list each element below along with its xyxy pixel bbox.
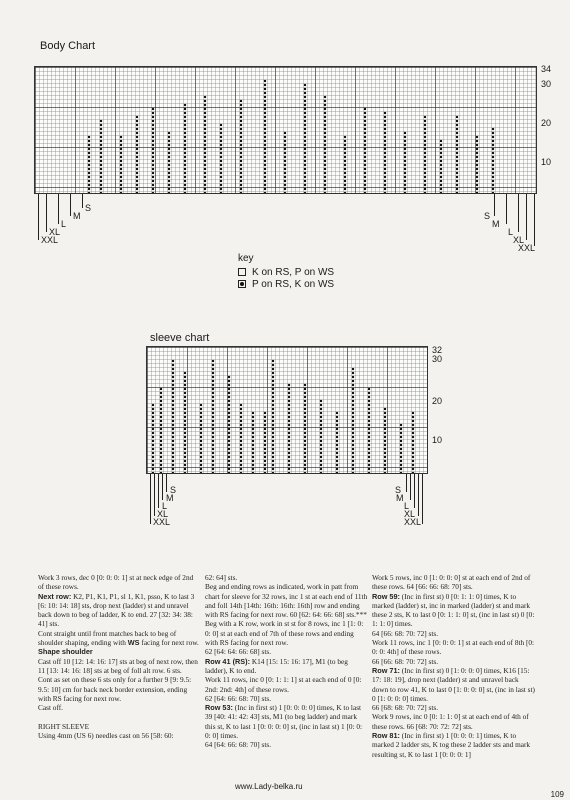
sleeve-size-line-l-left: [158, 474, 159, 508]
body-size-line-s-left: [82, 194, 83, 208]
col1-para-3b: facing for next row.: [139, 638, 199, 648]
sleeve-size-line-s-right: [406, 474, 407, 492]
body-size-line-l-right: [518, 194, 519, 232]
col3-row59-text: (Inc in first st) 0 [0: 1: 1: 0] times, K to marked (ladder) st, inc in marked (ladder) st and mark these 2 sts, K to last 0 [0: 1: 1: 0] st, (inc in last st) 0 [0: 1: 1: 0] times.: [372, 591, 535, 629]
col1-para-6: Cast off.: [38, 703, 63, 713]
col2-para-5: Work 11 rows, inc 0 [0: 1: 1: 1] st at each end of 0 [0: 2nd: 2nd: 4th] of these rows.: [205, 675, 362, 694]
body-ladder-3: [119, 135, 123, 193]
body-ladder-10: [239, 99, 243, 193]
col2-para-3: Beg with a K row, work in st st for 8 rows, inc 1 [1: 0: 0: 0] st at each end of 7th of these rows and ending with RS facing for next row.: [205, 619, 364, 648]
sleeve-size-xxl-right: XXL: [404, 517, 422, 527]
sleeve-ladder-6: [211, 359, 215, 473]
col1-ws: WS: [127, 638, 140, 648]
col2-row41-text: K14 [15: 15: 16: 17], M1 (to beg ladder), K to end.: [205, 656, 348, 675]
body-row-label-30: 30: [541, 79, 552, 89]
col3-para-1: Work 5 rows, inc 0 [1: 0: 0: 0] st at each end of 2nd of these rows. 64 [66: 66: 68: 70] sts.: [372, 573, 531, 592]
sleeve-size-l-right: L: [404, 501, 410, 511]
body-size-m-right: M: [492, 219, 500, 229]
body-ladder-7: [183, 103, 187, 193]
body-size-s-right: S: [484, 211, 491, 221]
sleeve-size-line-xxl-right: [422, 474, 423, 524]
body-size-m-left: M: [73, 211, 81, 221]
col3-row81: [372, 731, 535, 759]
key-item-knit: [238, 267, 334, 278]
col3-row59: [372, 592, 535, 629]
col3-para-2: 64 [66: 68: 70: 72] sts.: [372, 628, 439, 638]
col1-para-2: [38, 592, 201, 629]
body-ladder-15: [343, 135, 347, 193]
sleeve-size-m-left: M: [166, 493, 174, 503]
sleeve-ladder-7: [227, 375, 231, 473]
empty-square-icon: [238, 268, 246, 276]
body-ladder-20: [439, 139, 443, 193]
col3-para-6: Work 9 rows, inc 0 [0: 1: 1: 0] st at each end of 4th of these rows. 66 [68: 70: 72: 72] sts.: [372, 712, 529, 731]
body-ladder-6: [167, 131, 171, 193]
body-size-xl-left: XL: [49, 227, 61, 237]
sleeve-ladder-13: [303, 383, 307, 473]
key-item-purl-label: P on RS, K on WS: [252, 279, 335, 290]
sleeve-size-xl-right: XL: [404, 509, 416, 519]
sleeve-size-xxl-left: XXL: [153, 517, 171, 527]
col1-heading-shoulder: [38, 647, 201, 656]
sleeve-chart-grid: [146, 346, 428, 474]
sleeve-size-line-m-right: [410, 474, 411, 500]
col1-para-4: Cast off 10 [12: 14: 16: 17] sts at beg of next row, then 11 [13: 14: 16: 18] sts at beg of foll alt row. 6 sts.: [38, 656, 198, 675]
body-ladder-5: [151, 107, 155, 193]
col1-para-7: Using 4mm (US 6) needles cast on 56 [58: 60:: [38, 731, 174, 741]
col1-next-row-label: Next row:: [38, 591, 72, 601]
col3-row81-text: (Inc in first st) 1 [0: 0: 0: 1] times, K to marked 2 ladder sts, K tog these 2 ladder sts and mark resulting st, K to last 1 [0: 0: 0: 1]: [372, 731, 531, 759]
sleeve-size-m-right: M: [396, 493, 404, 503]
body-ladder-16: [363, 107, 367, 193]
sleeve-row-label-32: 32: [432, 345, 443, 355]
body-ladder-19: [423, 115, 427, 193]
footer-site-link[interactable]: www.Lady-belka.ru: [235, 782, 303, 791]
body-ladder-4: [135, 115, 139, 193]
col2-para-1: 62: 64] sts.: [205, 573, 238, 582]
col3-para-5: 66 [68: 68: 70: 72] sts.: [372, 703, 439, 713]
sleeve-ladder-2: [159, 387, 163, 473]
col1-para-3a: Cont straight until front matches back to beg of shoulder shaping, ending with: [38, 628, 177, 648]
body-size-l-left: L: [61, 219, 67, 229]
col2-para-6: 62 [64: 66: 68: 70] sts.: [205, 693, 272, 703]
body-ladder-2: [99, 119, 103, 193]
key-title: key: [238, 253, 254, 264]
body-size-line-xxl-left: [38, 194, 39, 240]
body-chart-grid: [34, 66, 537, 194]
body-size-xxl-right: XXL: [518, 243, 536, 253]
sleeve-size-line-l-right: [414, 474, 415, 508]
sleeve-ladder-17: [367, 387, 371, 473]
col1-heading-shoulder-text: Shape shoulder: [38, 647, 93, 657]
col3-row59-label: Row 59:: [372, 591, 400, 601]
body-size-line-xxl-right: [534, 194, 535, 246]
sleeve-ladder-5: [199, 403, 203, 473]
sleeve-row-label-10: 10: [432, 435, 443, 445]
sleeve-size-xl-left: XL: [157, 509, 169, 519]
sleeve-ladder-3: [171, 359, 175, 473]
sleeve-ladder-19: [399, 423, 403, 473]
col2-para-2: Beg and ending rows as indicated, work in patt from chart for sleeve for 32 rows, inc 1 st at each end of 11th and foll 14th [14th: 16th: 16th: 16th] row and ending with RS facing for next row. 60 [62: 64: 66: 68] sts.***: [205, 582, 368, 620]
body-row-label-10: 10: [541, 157, 552, 167]
body-size-line-xl-left: [46, 194, 47, 232]
sleeve-row-label-30: 30: [432, 354, 443, 364]
col3-row81-label: Row 81:: [372, 731, 400, 741]
sleeve-ladder-18: [383, 407, 387, 473]
sleeve-size-s-right: S: [395, 485, 402, 495]
col2-row53-label: Row 53:: [205, 703, 233, 713]
col2-row41: [205, 657, 368, 676]
col2-row41-label: Row 41 (RS):: [205, 656, 250, 666]
sleeve-chart-title: sleeve chart: [150, 332, 210, 344]
sleeve-row-label-20: 20: [432, 396, 443, 406]
col3-row71: [372, 666, 535, 703]
sleeve-ladder-14: [319, 399, 323, 473]
body-ladder-14: [323, 95, 327, 193]
sleeve-size-line-m-left: [162, 474, 163, 500]
sleeve-ladder-15: [335, 411, 339, 473]
col3-para-3: Work 11 rows, inc 1 [0: 0: 0: 1] st at each end of 8th [0: 0: 0: 4th] of these rows.: [372, 638, 535, 657]
sleeve-ladder-1: [151, 403, 155, 473]
body-size-line-xl-right: [526, 194, 527, 240]
col1-next-row-text: K2, P1, K1, P1, sl 1, K1, psso, K to last 3 [6: 10: 14: 18] sts, drop next (ladder) st and unravel back down to beg of ladder, K to end. 27 [32: 34: 38: 41] sts.: [38, 591, 195, 629]
sleeve-ladder-9: [251, 411, 255, 473]
page-number: 109: [550, 790, 564, 799]
body-size-line-l-left: [58, 194, 59, 224]
col2-row53: [205, 703, 368, 740]
body-size-s-left: S: [85, 203, 92, 213]
sleeve-size-line-xl-right: [418, 474, 419, 516]
sleeve-ladder-8: [239, 403, 243, 473]
body-ladder-9: [219, 123, 223, 193]
col2-row53-text: (Inc in first st) 1 [0: 0: 0: 0] times, K to last 39 [40: 41: 42: 43] sts, M1 (to beg ladder) and mark this st, K to last 1 [0: 0: 0: 0] st, (inc in last st) 1 [0: 0: 0: 0] times.: [205, 703, 363, 741]
col3-para-4: 66 [66: 68: 70: 72] sts.: [372, 656, 439, 666]
col1-spacer: [38, 712, 201, 721]
text-column-2: [205, 573, 368, 750]
text-column-1: [38, 573, 201, 740]
col1-heading-sleeve: RIGHT SLEEVE: [38, 721, 90, 731]
text-column-3: [372, 573, 535, 759]
body-ladder-18: [403, 131, 407, 193]
col1-para-1: Work 3 rows, dec 0 [0: 0: 0: 1] st at neck edge of 2nd of these rows.: [38, 573, 194, 592]
body-ladder-13: [303, 83, 307, 193]
col3-row71-label: Row 71:: [372, 665, 400, 675]
dotted-square-icon: [238, 280, 246, 288]
body-size-xxl-left: XXL: [41, 235, 59, 245]
body-ladder-1: [87, 135, 91, 193]
sleeve-ladder-11: [271, 359, 275, 473]
sleeve-size-line-s-left: [166, 474, 167, 492]
sleeve-ladder-16: [351, 367, 355, 473]
sleeve-size-line-xxl-left: [150, 474, 151, 524]
col3-row71-text: (Inc in first st) 0 [1: 0: 0: 0] times, K16 [15: 17: 18: 19], drop next (ladder) st and unravel back down to row 41, K to last 0 [1: 0: 0: 0] st, (inc in last st) 0 [1: 0: 0: 0] times.: [372, 665, 535, 703]
sleeve-ladder-10: [263, 411, 267, 473]
body-row-label-34: 34: [541, 64, 552, 74]
col1-para-3: [38, 629, 201, 648]
sleeve-ladder-4: [183, 371, 187, 473]
sleeve-ladder-20: [411, 411, 415, 473]
col2-para-7: 64 [64: 66: 68: 70] sts.: [205, 740, 272, 750]
key-item-knit-label: K on RS, P on WS: [252, 267, 335, 278]
body-row-label-20: 20: [541, 118, 552, 128]
body-size-line-m-left: [70, 194, 71, 216]
body-size-l-right: L: [508, 227, 514, 237]
sleeve-size-line-xl-left: [154, 474, 155, 516]
body-ladder-23: [491, 127, 495, 193]
key-item-purl: [238, 279, 334, 290]
body-ladder-8: [203, 95, 207, 193]
body-ladder-21: [455, 115, 459, 193]
col2-para-4: 62 [64: 64: 66: 68] sts.: [205, 647, 272, 657]
body-size-line-s-right: [494, 194, 495, 216]
body-ladder-22: [475, 135, 479, 193]
sleeve-ladder-12: [287, 383, 291, 473]
body-chart-title: Body Chart: [40, 40, 96, 52]
body-ladder-11: [263, 79, 267, 193]
body-size-xl-right: XL: [513, 235, 525, 245]
body-size-line-m-right: [506, 194, 507, 224]
sleeve-size-s-left: S: [170, 485, 177, 495]
col1-para-5: Cont as set on these 6 sts only for a further 9 [9: 9.5: 9.5: 10] cm for back neck border extension, ending with RS facing for next row.: [38, 675, 192, 703]
sleeve-size-l-left: L: [162, 501, 168, 511]
body-ladder-17: [383, 111, 387, 193]
body-ladder-12: [283, 131, 287, 193]
